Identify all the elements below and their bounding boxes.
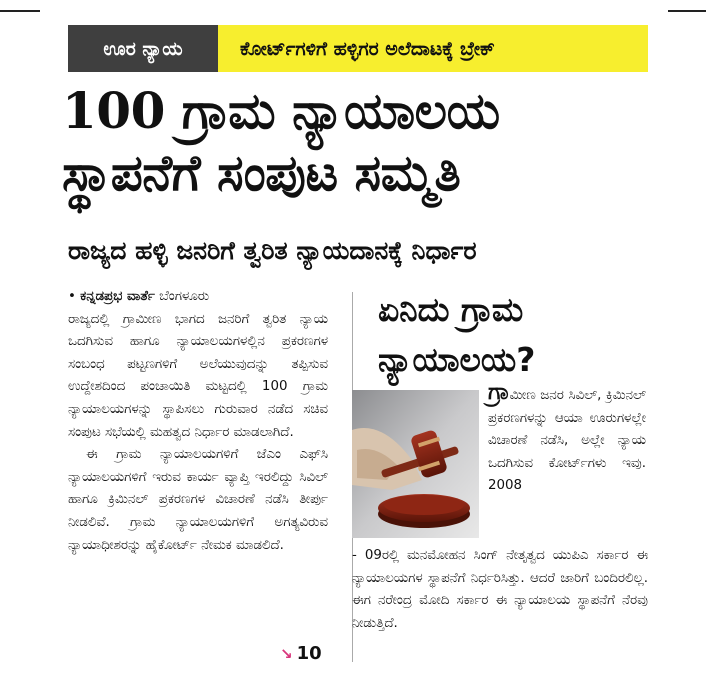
section-label: ಊರ ನ್ಯಾಯ: [68, 25, 218, 72]
explainer-title-line-2: ನ್ಯಾಯಾಲಯ?: [378, 340, 536, 379]
kicker: ಕೋರ್ಟ್‌ಗಳಿಗೆ ಹಳ್ಳಿಗರ ಅಲೆದಾಟಕ್ಕೆ ಬ್ರೇಕ್: [218, 25, 648, 72]
top-rule-left: [0, 10, 40, 12]
explainer-para-bottom: - 09ರಲ್ಲಿ ಮನಮೋಹನ ಸಿಂಗ್ ನೇತೃತ್ವದ ಯುಪಿಎ ಸರ್ಕಾರ ಈ ನ್ಯಾಯಾಲಯಗಳ ಸ್ಥಾಪನೆಗೆ ನಿರ್ಧರಿಸಿತ್ತು. ಆದರೆ ಜಾರಿಗೆ ಬಂದಿರಲಿಲ್ಲ. ಈಗ ನರೇಂದ್ರ ಮೋದಿ ಸರ್ಕಾರ ಈ ನ್ಯಾಯಾಲಯ ಸ್ಥಾಪನೆಗೆ ನೆರವು ನೀಡುತ್ತಿದೆ.: [352, 548, 648, 631]
byline-source: ಕನ್ನಡಪ್ರಭ ವಾರ್ತೆ: [80, 289, 155, 304]
story-para-2: ಈ ಗ್ರಾಮ ನ್ಯಾಯಾಲಯಗಳಿಗೆ ಜೆಎಂ ಎಫ್‌ಸಿ ನ್ಯಾಯಾಲಯಗಳಿಗೆ ಇರುವ ಕಾರ್ಯ ವ್ಯಾಪ್ತಿ ಇರಲಿದ್ದು ಸಿವಿಲ್ ಹಾಗೂ ಕ್ರಿಮಿನಲ್ ಪ್ರಕರಣಗಳ ವಿಚಾರಣೆ ನಡೆಸಿ ತೀರ್ಪು ನೀಡಲಿವೆ. ಗ್ರಾಮ ನ್ಯಾಯಾಲಯಗಳಿಗೆ ಅಗತ್ಯವಿರುವ ನ್ಯಾಯಾಧೀಶರನ್ನು ಹೈಕೋರ್ಟ್ ನೇಮಕ ಮಾಡಲಿದೆ.: [68, 447, 328, 553]
drop-cap: ಗ್ರಾ: [488, 379, 510, 405]
byline: [68, 286, 328, 309]
deck: ರಾಜ್ಯದ ಹಳ್ಳಿ ಜನರಿಗೆ ತ್ವರಿತ ನ್ಯಾಯದಾನಕ್ಕೆ ನಿರ್ಧಾರ: [68, 236, 477, 265]
story-column: [68, 286, 328, 557]
continued-page-number: 10: [296, 643, 322, 664]
explainer-text-top-body: ಮೀಣ ಜನರ ಸಿವಿಲ್, ಕ್ರಿಮಿನಲ್ ಪ್ರಕರಣಗಳನ್ನು ಆಯಾ ಊರುಗಳಲ್ಲೇ ವಿಚಾರಣೆ ನಡೆಸಿ, ಅಲ್ಲೇ ನ್ಯಾಯ ಒದಗಿಸುವ ಕೋರ್ಟ್‌ಗಳು ಇವು. 2008: [488, 388, 646, 494]
arrow-down-right-icon: ↘: [280, 644, 293, 663]
gavel-photo: [352, 390, 479, 538]
byline-place: ಬೆಂಗಳೂರು: [159, 289, 210, 304]
headline: [62, 80, 662, 204]
explainer-para-top: [488, 381, 646, 498]
explainer-title: [378, 285, 648, 385]
explainer-text-bottom: [352, 545, 648, 635]
continued-jump[interactable]: [280, 643, 322, 664]
explainer-text-top: [488, 381, 646, 498]
headline-line-1: 100 ಗ್ರಾಮ ನ್ಯಾಯಾಲಯ: [62, 81, 500, 140]
explainer-title-line-1: ಏನಿದು ಗ್ರಾಮ: [378, 290, 524, 329]
story-para-1: ರಾಜ್ಯದಲ್ಲಿ ಗ್ರಾಮೀಣ ಭಾಗದ ಜನರಿಗೆ ತ್ವರಿತ ನ್ಯಾಯ ಒದಗಿಸುವ ಹಾಗೂ ನ್ಯಾಯಾಲಯಗಳಲ್ಲಿನ ಪ್ರಕರಣಗಳ ಸಂಬಂಧ ಪಟ್ಟಣಗಳಿಗೆ ಅಲೆಯುವುದನ್ನು ತಪ್ಪಿಸುವ ಉದ್ದೇಶದಿಂದ ಪಂಚಾಯಿತಿ ಮಟ್ಟದಲ್ಲಿ 100 ಗ್ರಾಮ ನ್ಯಾಯಾಲಯಗಳನ್ನು ಸ್ಥಾಪಿಸಲು ಗುರುವಾರ ನಡೆದ ಸಚಿವ ಸಂಪುಟ ಸಭೆಯಲ್ಲಿ ಮಹತ್ವದ ನಿರ್ಧಾರ ಮಾಡಲಾಗಿದೆ.: [68, 311, 328, 440]
headline-bar: [68, 25, 648, 72]
headline-line-2: ಸ್ಥಾಪನೆಗೆ ಸಂಪುಟ ಸಮ್ಮತಿ: [62, 143, 461, 202]
top-rule-right: [668, 10, 706, 12]
byline-bullet: •: [68, 289, 76, 304]
